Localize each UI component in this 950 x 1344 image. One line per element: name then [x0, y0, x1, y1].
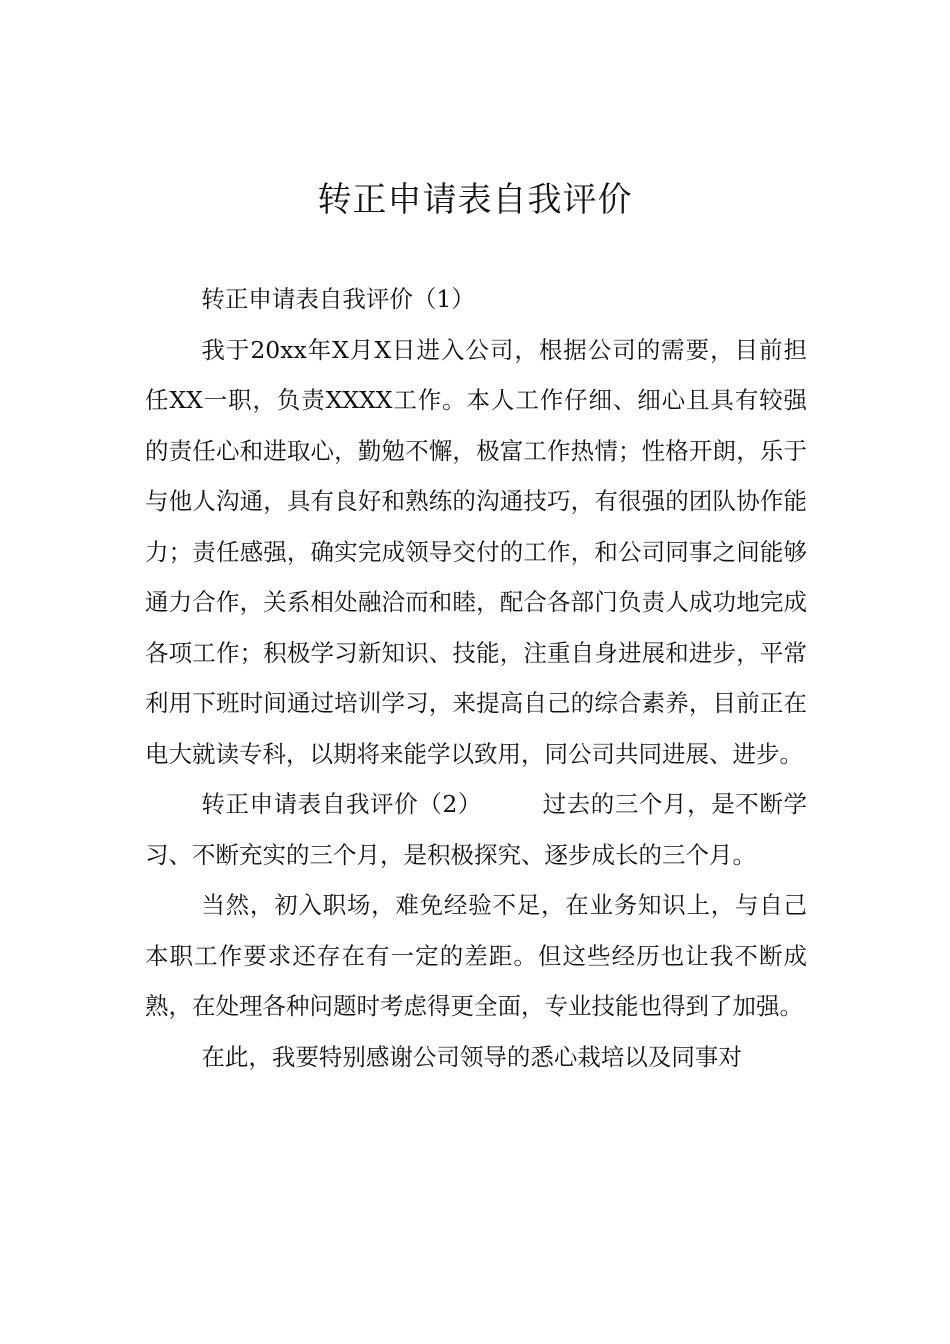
section-1-paragraph-1: 我于20xx年X月X日进入公司，根据公司的需要，目前担任XX一职，负责XXXX工作。本人工作仔细、细心且具有较强的责任心和进取心，勤勉不懈，极富工作热情；性格开朗，乐于与他人沟通，具有良好和熟练的沟通技巧，有很强的团队协作能力；责任感强，确实完成领导交付的工作，和公司同事之间能够通力合作，关系相处融洽而和睦，配合各部门负责人成功地完成各项工作；积极学习新知识、技能，注重自身进展和进步，平常利用下班时间通过培训学习，来提高自己的综合素养，目前正在电大就读专科，以期将来能学以致用，同公司共同进展、进步。	[145, 335, 807, 768]
document-title: 转正申请表自我评价	[317, 180, 633, 220]
section-2-heading: 转正申请表自我评价（2）	[201, 790, 482, 818]
section-1-heading: 转正申请表自我评价（1）	[201, 285, 475, 313]
section-2-heading-paragraph	[145, 779, 807, 880]
section-2-paragraph-2: 在此，我要特别感谢公司领导的悉心栽培以及同事对	[201, 1042, 742, 1071]
document-body	[145, 274, 807, 1082]
section-2-lead: 过去的三个月，是不断学习、不断充实的三个月，是积极探究、逐步成长的三个月。	[145, 790, 807, 869]
section-2-paragraph-1: 当然，初入职场，难免经验不足，在业务知识上，与自己本职工作要求还存在有一定的差距。但这些经历也让我不断成熟，在处理各种问题时考虑得更全面，专业技能也得到了加强。	[145, 891, 807, 1020]
